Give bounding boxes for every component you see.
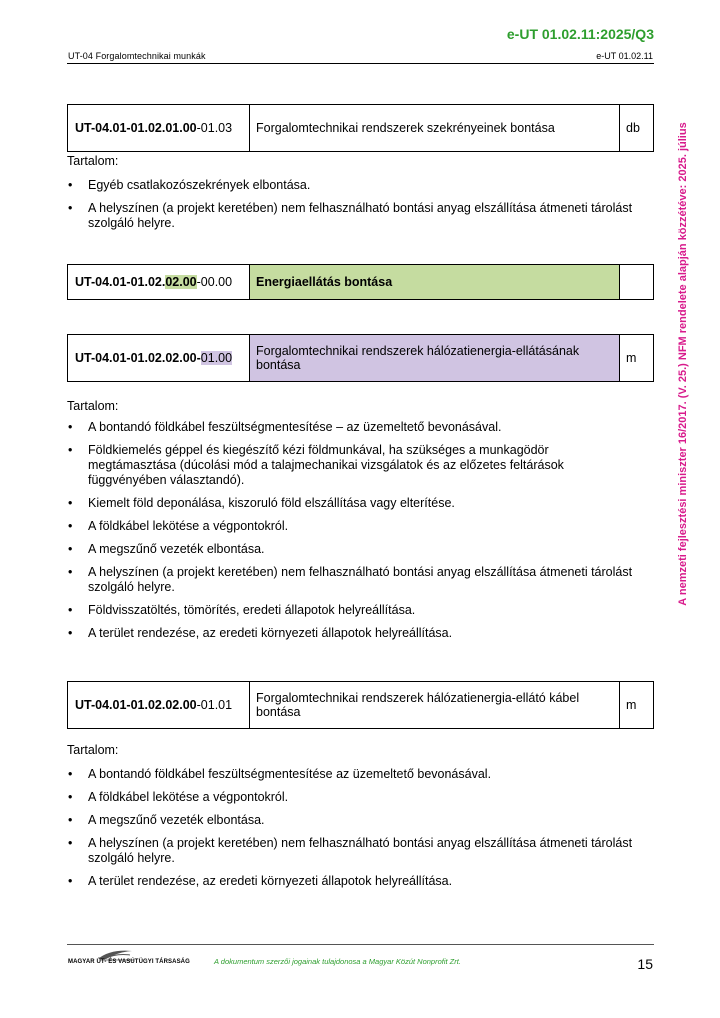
list-item: • A megszűnő vezeték elbontása.	[67, 813, 637, 828]
item-code	[68, 105, 250, 151]
content-list-1	[67, 178, 637, 239]
list-item: • Kiemelt föld deponálása, kiszoruló föld elszállítása vagy elterítése.	[67, 496, 637, 511]
item-code-suffix: -01.01	[196, 698, 233, 712]
item-title: Forgalomtechnikai rendszerek szekrényeinek bontása	[250, 105, 620, 151]
copyright-note: A dokumentum szerzői jogainak tulajdonosa a Magyar Közút Nonprofit Zrt.	[214, 957, 461, 966]
document-code: e-UT 01.02.11:2025/Q3	[506, 26, 654, 42]
item-code-suffix: -00.00	[196, 275, 233, 289]
list-item: • A bontandó földkábel feszültségmentesítése – az üzemeltető bevonásával.	[67, 420, 637, 435]
side-publication-note	[672, 100, 694, 628]
list-item: • A terület rendezése, az eredeti környezeti állapotok helyreállítása.	[67, 626, 637, 641]
content-list-2	[67, 420, 637, 649]
list-item: • A földkábel lekötése a végpontokról.	[67, 519, 637, 534]
item-row-network-power-removal	[67, 334, 654, 382]
item-code-separator: -	[196, 351, 201, 365]
list-item: • A terület rendezése, az eredeti környezeti állapotok helyreállítása.	[67, 874, 637, 889]
header-doc-ref: e-UT 01.02.11	[596, 51, 653, 61]
item-code-main: UT-04.01-01.02.02.00	[75, 351, 197, 365]
item-code	[68, 682, 250, 728]
side-note-text: A nemzeti fejlesztési miniszter 16/2017. (V. 25.) NFM rendelete alapján közzétéve: 2025. július	[677, 122, 689, 606]
content-label: Tartalom:	[67, 743, 119, 757]
list-item: • Egyéb csatlakozószekrények elbontása.	[67, 178, 637, 193]
list-item: • A helyszínen (a projekt keretében) nem felhasználható bontási anyag elszállítása átmeneti tárolást szolgáló helyre.	[67, 836, 637, 866]
item-row-network-power-cable-removal	[67, 681, 654, 729]
header-chapter-title: UT-04 Forgalomtechnikai munkák	[68, 51, 206, 61]
list-item: • A helyszínen (a projekt keretében) nem felhasználható bontási anyag elszállítása átmeneti tárolást szolgáló helyre.	[67, 565, 637, 595]
content-list-3	[67, 767, 637, 897]
header-divider	[67, 63, 654, 64]
list-item: • Földvisszatöltés, tömörítés, eredeti állapotok helyreállítása.	[67, 603, 637, 618]
list-item: • A földkábel lekötése a végpontokról.	[67, 790, 637, 805]
item-title: Energiaellátás bontása	[250, 265, 620, 299]
item-title: Forgalomtechnikai rendszerek hálózatienergia-ellátásának bontása	[250, 335, 620, 381]
item-row-cabinet-removal	[67, 104, 654, 152]
list-item: • A helyszínen (a projekt keretében) nem felhasználható bontási anyag elszállítása átmeneti tárolást szolgáló helyre.	[67, 201, 637, 231]
list-item: • A bontandó földkábel feszültségmentesítése az üzemeltető bevonásával.	[67, 767, 637, 782]
content-label: Tartalom:	[67, 399, 119, 413]
logo-text: MAGYAR ÚT- ÉS VASÚTÜGYI TÁRSASÁG	[68, 959, 190, 965]
item-title: Forgalomtechnikai rendszerek hálózatienergia-ellátó kábel bontása	[250, 682, 620, 728]
item-row-energy-supply	[67, 264, 654, 300]
item-code-highlight: 02.00	[165, 275, 197, 289]
content-label: Tartalom:	[67, 154, 119, 168]
list-item: • Földkiemelés géppel és kiegészítő kézi földmunkával, ha szükséges a munkagödör megtámasztása (dúcolási mód a talajmechanikai vizsgálatok és az előzetes feltárások függvényében választandó).	[67, 443, 637, 488]
item-unit: m	[626, 698, 637, 712]
item-unit	[620, 265, 653, 299]
item-code-main: UT-04.01-01.02.02.00	[75, 698, 197, 712]
item-code	[68, 335, 250, 381]
item-unit: db	[626, 121, 640, 135]
item-code	[68, 265, 250, 299]
item-code-suffix: -01.03	[196, 121, 233, 135]
list-item: • A megszűnő vezeték elbontása.	[67, 542, 637, 557]
item-unit: m	[626, 351, 637, 365]
item-code-prefix: UT-04.01-01.02.	[75, 275, 166, 289]
society-logo-icon	[70, 947, 160, 969]
page-number: 15	[637, 956, 653, 972]
item-code-main: UT-04.01-01.02.01.00	[75, 121, 197, 135]
footer-divider	[67, 944, 654, 945]
item-code-highlight: 01.00	[200, 351, 233, 365]
